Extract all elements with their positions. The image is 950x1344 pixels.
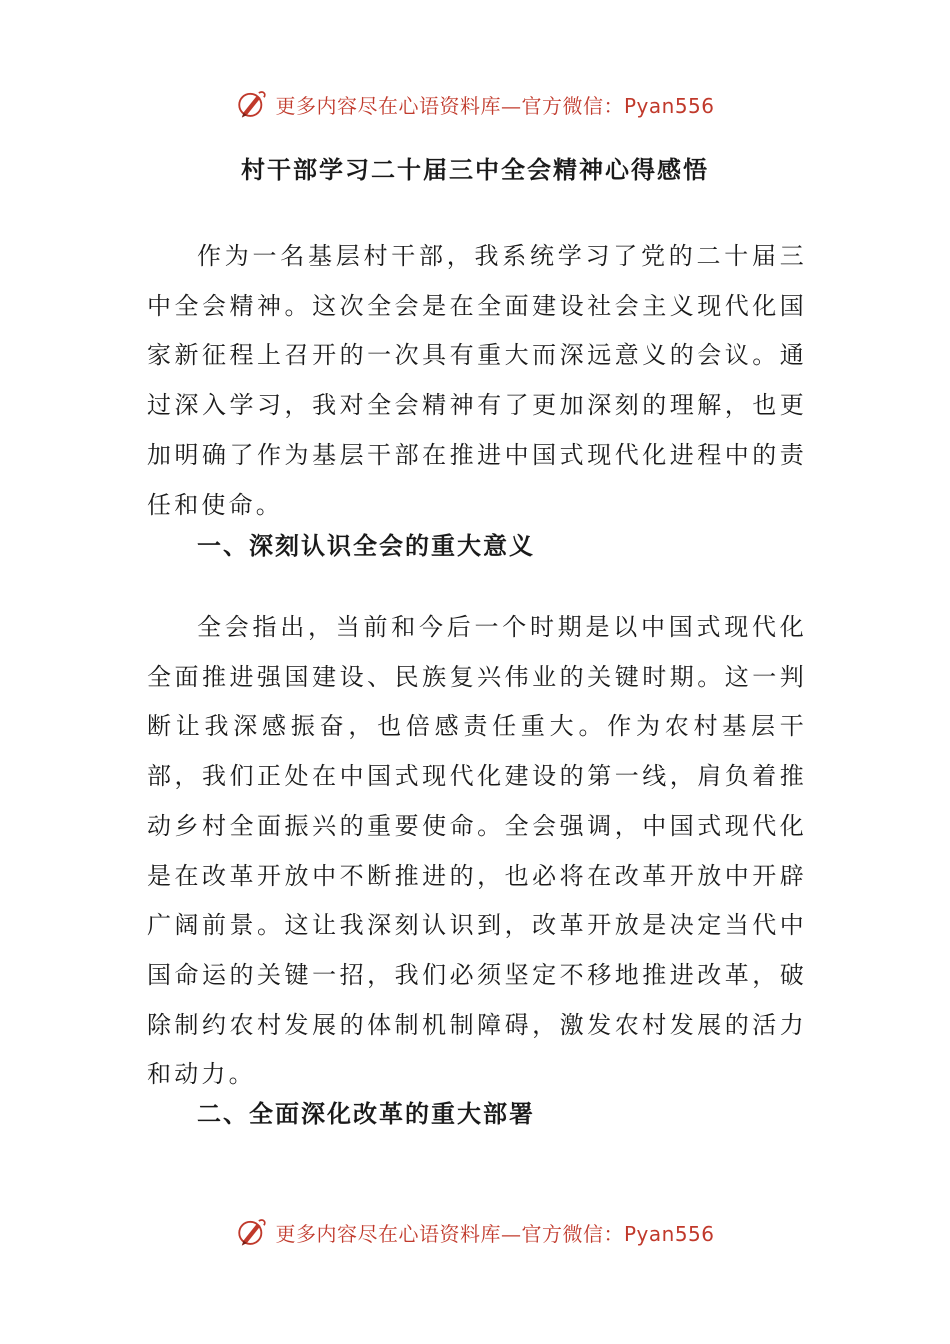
header-banner [0,84,950,124]
banner-label: 更多内容尽在心语资料库—官方微信： [275,93,624,118]
document-title: 村干部学习二十届三中全会精神心得感悟 [241,155,709,184]
banner-text [275,90,714,119]
banner-text [275,1218,714,1247]
footer-banner [0,1212,950,1252]
section-heading-1: 一、深刻认识全会的重大意义 [197,531,535,560]
banner-wechat-id: Pyan556 [623,1221,715,1246]
pen-circle-logo-icon [235,87,269,121]
intro-paragraph: 作为一名基层村干部，我系统学习了党的二十届三中全会精神。这次全会是在全面建设社会主义现代化国家新征程上召开的一次具有重大而深远意义的会议。通过深入学习，我对全会精神有了更加深刻的理解，也更加明确了作为基层干部在推进中国式现代化进程中的责任和使命。 [147,242,807,519]
section-heading-2: 二、全面深化改革的重大部署 [197,1099,535,1128]
banner-wechat-id: Pyan556 [623,93,715,118]
banner-label: 更多内容尽在心语资料库—官方微信： [275,1221,624,1246]
section-body-1: 全会指出，当前和今后一个时期是以中国式现代化全面推进强国建设、民族复兴伟业的关键时期。这一判断让我深感振奋，也倍感责任重大。作为农村基层干部，我们正处在中国式现代化建设的第一线，肩负着推动乡村全面振兴的重要使命。全会强调，中国式现代化是在改革开放中不断推进的，也必将在改革开放中开辟广阔前景。这让我深刻认识到，改革开放是决定当代中国命运的关键一招，我们必须坚定不移地推进改革，破除制约农村发展的体制机制障碍，激发农村发展的活力和动力。 [147,613,807,1089]
pen-circle-logo-icon [235,1215,269,1249]
